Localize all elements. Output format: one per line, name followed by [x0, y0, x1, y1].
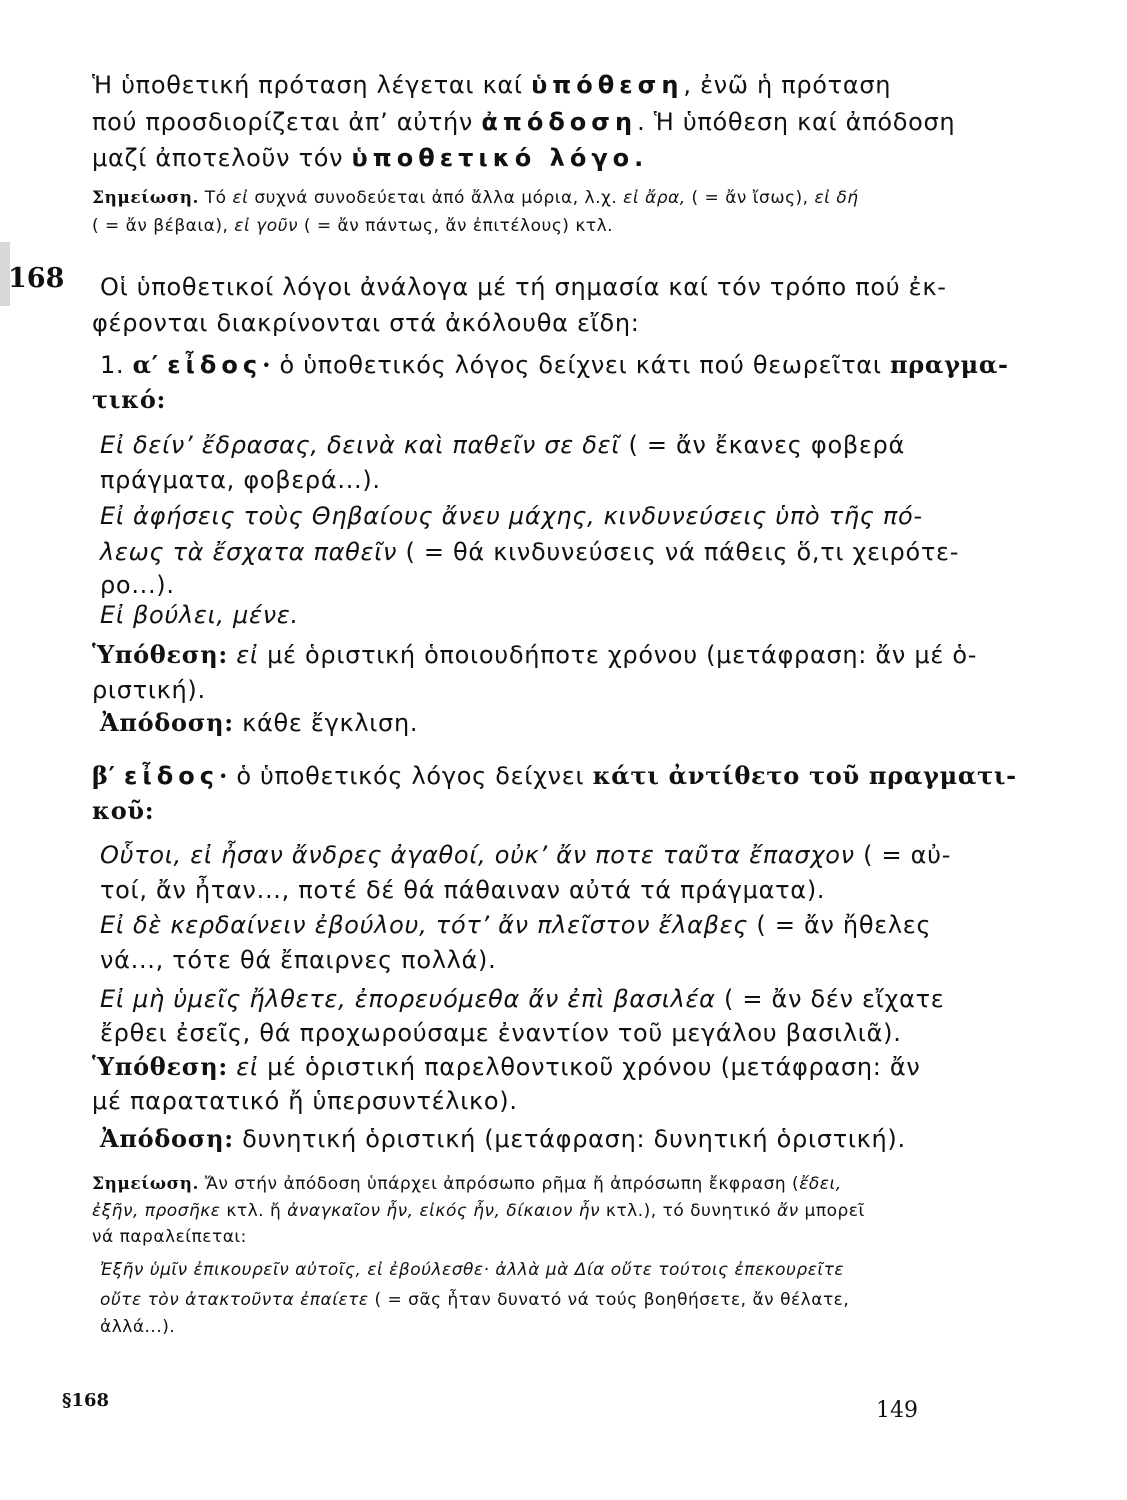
type-a-example-2-line-3: ρο...).: [100, 571, 175, 599]
type-b-apodosis: Ἀπόδοση: δυνητική ὁριστική (μετάφραση: δυνητική ὁριστική).: [100, 1124, 906, 1153]
type-b-hypothesis-line-2: μέ παρατατικό ἤ ὑπερσυντέλικο).: [92, 1087, 518, 1115]
type-a-hypothesis-line-1: Ὑπόθεση: εἰ μέ ὁριστική ὁποιουδήποτε χρόνου (μετάφραση: ἄν μέ ὁ-: [92, 640, 978, 669]
intro-line-3: μαζί ἀποτελοῦν τόν ὑποθετικό λόγο.: [92, 144, 649, 172]
note-1-line-2: ( = ἄν βέβαια), εἰ γοῦν ( = ἄν πάντως, ἄν ἐπιτέλους) κτλ.: [92, 216, 614, 236]
type-b-example-2-line-2: νά..., τότε θά ἔπαιρνες πολλά).: [100, 946, 497, 974]
section-number: 168: [8, 263, 65, 294]
note-2-line-1: Σημείωση. Ἄν στήν ἀπόδοση ὑπάρχει ἀπρόσωπο ρῆμα ἤ ἀπρόσωπη ἔκφραση (ἔδει,: [92, 1174, 842, 1194]
footer-section-ref: §168: [62, 1390, 109, 1411]
type-a-heading-line-1: 1. α′ εἶδος· ὁ ὑποθετικός λόγος δείχνει κάτι πού θεωρεῖται πραγμα-: [100, 350, 1009, 379]
note-2-example-line-2: οὔτε τὸν ἀτακτοῦντα ἐπαίετε ( = σᾶς ἦταν δυνατό νά τούς βοηθήσετε, ἄν θέλατε,: [100, 1290, 850, 1310]
type-b-example-1-line-1: Οὗτοι, εἰ ἦσαν ἄνδρες ἀγαθοί, οὐκ’ ἄν ποτε ταῦτα ἔπασχον ( = αὐ-: [100, 841, 952, 869]
note-2-line-2: ἐξῆν, προσῆκε κτλ. ἤ ἀναγκαῖον ἦν, εἰκός ἦν, δίκαιον ἦν κτλ.), τό δυνητικό ἄν μπορεῖ: [92, 1201, 865, 1221]
para-168-line-2: φέρονται διακρίνονται στά ἀκόλουθα εἴδη:: [92, 309, 640, 337]
type-b-example-1-line-2: τοί, ἄν ἦταν..., ποτέ δέ θά πάθαιναν αὐτά τά πράγματα).: [100, 876, 826, 904]
type-a-example-2-line-2: λεως τὰ ἔσχατα παθεῖν ( = θά κινδυνεύσεις νά πάθεις ὅ,τι χειρότε-: [100, 538, 960, 566]
type-b-heading-line-1: β′ εἶδος· ὁ ὑποθετικός λόγος δείχνει κάτι ἀντίθετο τοῦ πραγματι-: [92, 761, 1017, 790]
type-b-example-2-line-1: Εἰ δὲ κερδαίνειν ἐβούλου, τότ’ ἄν πλεῖστον ἔλαβες ( = ἄν ἤθελες: [100, 911, 932, 939]
type-a-apodosis: Ἀπόδοση: κάθε ἔγκλιση.: [100, 708, 419, 737]
type-a-example-1-line-2: πράγματα, φοβερά...).: [100, 466, 381, 494]
type-b-example-3-line-1: Εἰ μὴ ὑμεῖς ἤλθετε, ἐπορευόμεθα ἄν ἐπὶ βασιλέα ( = ἄν δέν εἴχατε: [100, 985, 945, 1013]
para-168-line-1: Οἱ ὑποθετικοί λόγοι ἀνάλογα μέ τή σημασία καί τόν τρόπο πού ἐκ-: [100, 273, 947, 301]
type-b-example-3-line-2: ἔρθει ἐσεῖς, θά προχωρούσαμε ἐναντίον τοῦ μεγάλου βασιλιᾶ).: [100, 1019, 902, 1047]
page-number: 149: [876, 1398, 918, 1423]
type-a-example-1-line-1: Εἰ δείν’ ἔδρασας, δεινὰ καὶ παθεῖν σε δεῖ ( = ἄν ἔκανες φοβερά: [100, 431, 905, 459]
type-a-example-3: Εἰ βούλει, μένε.: [100, 601, 299, 629]
type-b-heading-line-2: κοῦ:: [92, 796, 155, 825]
note-2-example-line-1: Ἐξῆν ὑμῖν ἐπικουρεῖν αὐτοῖς, εἰ ἐβούλεσθε· ἀλλὰ μὰ Δία οὔτε τούτοις ἐπεκουρεῖτε: [100, 1260, 845, 1280]
type-a-hypothesis-line-2: ριστική).: [92, 676, 206, 704]
note-1-line-1: Σημείωση. Τό εἰ συχνά συνοδεύεται ἀπό ἄλλα μόρια, λ.χ. εἰ ἄρα, ( = ἄν ἴσως), εἰ δή: [92, 188, 859, 208]
note-2-line-3: νά παραλείπεται:: [92, 1227, 247, 1247]
type-a-heading-line-2: τικό:: [92, 385, 167, 414]
intro-line-1: Ἡ ὑποθετική πρόταση λέγεται καί ὑπόθεση, ἐνῶ ἡ πρόταση: [92, 71, 892, 99]
intro-line-2: πού προσδιορίζεται ἀπ’ αὐτήν ἀπόδοση. Ἡ ὑπόθεση καί ἀπόδοση: [92, 108, 956, 136]
type-a-example-2-line-1: Εἰ ἀφήσεις τοὺς Θηβαίους ἄνευ μάχης, κινδυνεύσεις ὑπὸ τῆς πό-: [100, 502, 923, 530]
note-2-example-line-3: ἀλλά...).: [100, 1317, 176, 1337]
type-b-hypothesis-line-1: Ὑπόθεση: εἰ μέ ὁριστική παρελθοντικοῦ χρόνου (μετάφραση: ἄν: [92, 1052, 921, 1081]
